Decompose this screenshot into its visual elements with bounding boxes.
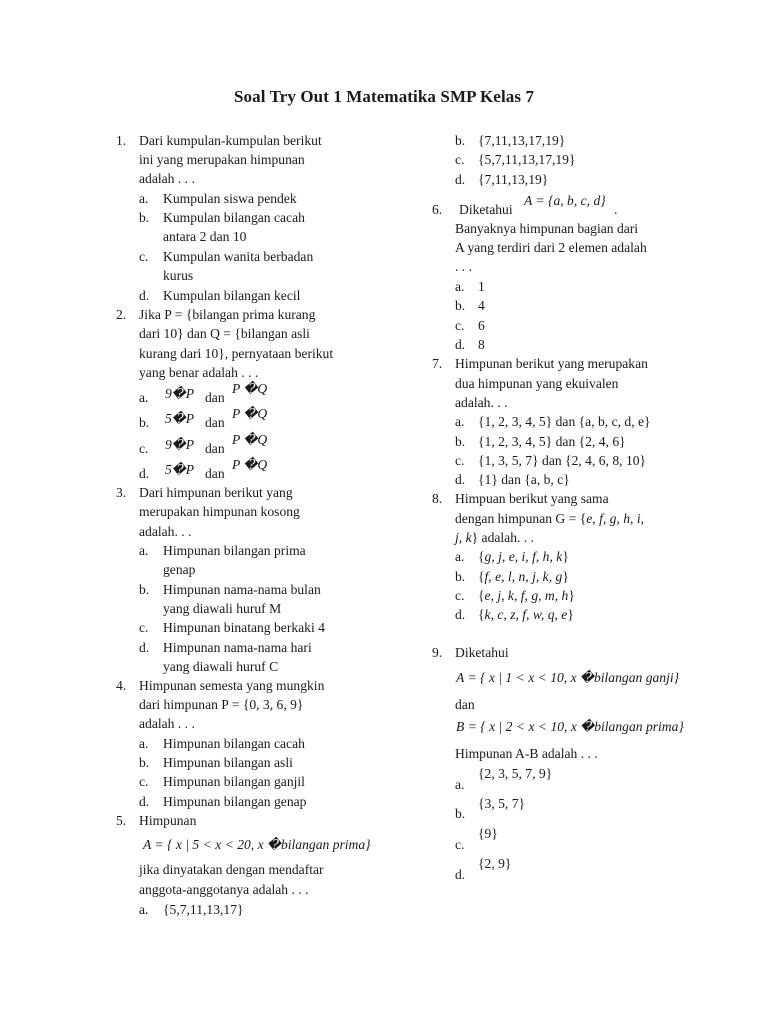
option-text bbox=[478, 569, 569, 585]
option-text: Himpunan binatang berkaki 4 bbox=[163, 620, 325, 635]
option-label: d. bbox=[139, 466, 150, 481]
question-text: adalah . . . bbox=[139, 716, 195, 731]
question-text: Himpunan berikut yang merupakan bbox=[455, 356, 648, 371]
option-text: dan bbox=[205, 441, 225, 456]
option-text: {1, 3, 5, 7} dan {2, 4, 6, 8, 10} bbox=[478, 453, 647, 468]
brace: { bbox=[478, 549, 485, 564]
option-label: a. bbox=[455, 414, 465, 429]
option-label: c. bbox=[139, 774, 149, 789]
option-text: Himpunan nama-nama bulan bbox=[163, 582, 321, 597]
option-text bbox=[478, 588, 575, 604]
option-label: a. bbox=[139, 902, 149, 917]
question-text: Diketahui bbox=[459, 202, 513, 217]
option-text: Himpunan bilangan genap bbox=[163, 794, 307, 809]
question-text bbox=[455, 530, 534, 546]
question-text: . bbox=[614, 202, 618, 217]
option-label: b. bbox=[139, 415, 150, 430]
page-title: Soal Try Out 1 Matematika SMP Kelas 7 bbox=[233, 87, 535, 106]
option-formula: P �Q bbox=[232, 432, 268, 447]
question-text: yang benar adalah . . . bbox=[139, 365, 259, 380]
option-formula: 9�P bbox=[165, 386, 195, 401]
option-label: b. bbox=[139, 210, 150, 225]
option-formula: P �Q bbox=[232, 406, 268, 421]
question-text: Banyaknya himpunan bagian dari bbox=[455, 221, 639, 236]
question-number: 2. bbox=[116, 307, 127, 322]
option-label: a. bbox=[139, 736, 149, 751]
set-formula: A = { x | 1 < x < 10, x �bilangan ganji} bbox=[456, 670, 680, 685]
option-text: {9} bbox=[478, 826, 498, 841]
option-text: Himpunan nama-nama hari bbox=[163, 640, 312, 655]
question-number: 5. bbox=[116, 813, 127, 828]
option-formula: P �Q bbox=[232, 457, 268, 472]
option-text: kurus bbox=[163, 268, 194, 283]
brace: { bbox=[478, 588, 485, 603]
question-text-part: } adalah. . . bbox=[471, 530, 534, 545]
option-label: d. bbox=[455, 337, 466, 352]
option-text: Himpunan bilangan cacah bbox=[163, 736, 305, 751]
option-text: yang diawali huruf M bbox=[163, 601, 282, 616]
option-text: Himpunan bilangan asli bbox=[163, 755, 293, 770]
brace: } bbox=[567, 607, 574, 622]
option-text bbox=[478, 549, 569, 565]
question-text: dua himpunan yang ekuivalen bbox=[455, 376, 619, 391]
option-label: a. bbox=[455, 279, 465, 294]
option-text: yang diawali huruf C bbox=[163, 659, 279, 674]
option-formula: 5�P bbox=[165, 462, 195, 477]
set-elements: k, c, z, f, w, q, e bbox=[484, 607, 568, 622]
option-text: Kumpulan bilangan kecil bbox=[163, 288, 301, 303]
option-text: {5,7,11,13,17} bbox=[163, 902, 244, 917]
option-label: c. bbox=[455, 318, 465, 333]
option-text: Kumpulan wanita berbadan bbox=[163, 249, 314, 264]
question-text: Dari kumpulan-kumpulan berikut bbox=[139, 133, 322, 148]
option-label: b. bbox=[455, 569, 466, 584]
brace: } bbox=[562, 569, 569, 584]
question-number: 9. bbox=[432, 645, 443, 660]
option-text: {3, 5, 7} bbox=[478, 796, 526, 811]
question-text: jika dinyatakan dengan mendaftar bbox=[139, 862, 324, 877]
set-formula: A = { x | 5 < x < 20, x �bilangan prima} bbox=[143, 837, 371, 852]
question-number: 4. bbox=[116, 678, 127, 693]
option-text: Kumpulan siswa pendek bbox=[163, 191, 297, 206]
option-text: dan bbox=[205, 466, 225, 481]
option-label: a. bbox=[139, 191, 149, 206]
option-text: dan bbox=[205, 390, 225, 405]
question-text: Diketahui bbox=[455, 645, 509, 660]
question-text: Himpunan bbox=[139, 813, 197, 828]
option-label: d. bbox=[455, 172, 466, 187]
question-number: 3. bbox=[116, 485, 127, 500]
option-text: 6 bbox=[478, 318, 485, 333]
question-number: 1. bbox=[116, 133, 127, 148]
question-text bbox=[455, 511, 644, 527]
option-label: b. bbox=[455, 298, 466, 313]
set-elements: j, k bbox=[455, 530, 472, 545]
option-label: b. bbox=[455, 133, 466, 148]
option-text: {1, 2, 3, 4, 5} dan {a, b, c, d, e} bbox=[478, 414, 651, 429]
option-text: Kumpulan bilangan cacah bbox=[163, 210, 305, 225]
question-number: 8. bbox=[432, 491, 443, 506]
brace: } bbox=[568, 588, 575, 603]
option-text: antara 2 dan 10 bbox=[163, 229, 247, 244]
option-text: {1, 2, 3, 4, 5} dan {2, 4, 6} bbox=[478, 434, 626, 449]
option-formula: P �Q bbox=[232, 381, 268, 396]
option-label: c. bbox=[455, 837, 465, 852]
option-label: c. bbox=[455, 453, 465, 468]
option-formula: 5�P bbox=[165, 411, 195, 426]
option-text: genap bbox=[163, 562, 196, 577]
option-label: a. bbox=[139, 543, 149, 558]
question-text-part: dengan himpunan G = { bbox=[455, 511, 587, 526]
question-text: . . . bbox=[455, 259, 472, 274]
brace: } bbox=[562, 549, 569, 564]
option-text: {5,7,11,13,17,19} bbox=[478, 152, 576, 167]
option-text: {7,11,13,17,19} bbox=[478, 133, 566, 148]
question-text: Jika P = {bilangan prima kurang bbox=[139, 307, 316, 322]
option-label: b. bbox=[455, 434, 466, 449]
option-text: {1} dan {a, b, c} bbox=[478, 472, 570, 487]
question-text: adalah. . . bbox=[455, 395, 508, 410]
option-label: c. bbox=[455, 588, 465, 603]
option-label: d. bbox=[455, 472, 466, 487]
option-label: d. bbox=[455, 867, 466, 882]
option-label: a. bbox=[455, 777, 465, 792]
set-elements: f, e, l, n, j, k, g bbox=[484, 569, 563, 584]
question-text: Dari himpunan berikut yang bbox=[139, 485, 293, 500]
brace: { bbox=[478, 607, 485, 622]
question-text: Himpunan semesta yang mungkin bbox=[139, 678, 325, 693]
question-text: anggota-anggotanya adalah . . . bbox=[139, 882, 309, 897]
option-text: dan bbox=[205, 415, 225, 430]
option-text: 1 bbox=[478, 279, 485, 294]
question-text: Himpunan A-B adalah . . . bbox=[455, 746, 598, 761]
question-text: Himpuan berikut yang sama bbox=[455, 491, 609, 506]
question-text: dari 10} dan Q = {bilangan asli bbox=[139, 326, 310, 341]
question-text: kurang dari 10}, pernyataan berikut bbox=[139, 346, 334, 361]
question-text: dari himpunan P = {0, 3, 6, 9} bbox=[139, 697, 304, 712]
question-text: A yang terdiri dari 2 elemen adalah bbox=[455, 240, 647, 255]
option-label: b. bbox=[455, 806, 466, 821]
set-formula: A = {a, b, c, d} bbox=[524, 193, 606, 208]
question-text: dan bbox=[455, 697, 475, 712]
option-formula: 9�P bbox=[165, 437, 195, 452]
question-text: ini yang merupakan himpunan bbox=[139, 152, 305, 167]
set-elements: e, f, g, h, i, bbox=[586, 511, 645, 526]
question-text: merupakan himpunan kosong bbox=[139, 504, 300, 519]
option-text: {2, 3, 5, 7, 9} bbox=[478, 766, 553, 781]
option-label: c. bbox=[455, 152, 465, 167]
option-label: b. bbox=[139, 582, 150, 597]
question-text: adalah . . . bbox=[139, 171, 195, 186]
option-text bbox=[478, 607, 574, 623]
option-text: 8 bbox=[478, 337, 485, 352]
option-label: a. bbox=[455, 549, 465, 564]
set-elements: e, j, k, f, g, m, h bbox=[484, 588, 569, 603]
option-label: c. bbox=[139, 620, 149, 635]
brace: { bbox=[478, 569, 485, 584]
question-number: 6. bbox=[432, 202, 443, 217]
option-label: b. bbox=[139, 755, 150, 770]
option-label: d. bbox=[139, 288, 150, 303]
option-text: Himpunan bilangan ganjil bbox=[163, 774, 305, 789]
question-text: adalah. . . bbox=[139, 524, 192, 539]
option-label: c. bbox=[139, 249, 149, 264]
question-number: 7. bbox=[432, 356, 443, 371]
option-text: {7,11,13,19} bbox=[478, 172, 549, 187]
option-label: d. bbox=[455, 607, 466, 622]
set-elements: g, j, e, i, f, h, k bbox=[484, 549, 563, 564]
option-label: c. bbox=[139, 441, 149, 456]
option-text: {2, 9} bbox=[478, 856, 512, 871]
option-label: d. bbox=[139, 794, 150, 809]
option-label: a. bbox=[139, 390, 149, 405]
option-text: Himpunan bilangan prima bbox=[163, 543, 306, 558]
option-label: d. bbox=[139, 640, 150, 655]
option-text: 4 bbox=[478, 298, 485, 313]
set-formula: B = { x | 2 < x < 10, x �bilangan prima} bbox=[456, 719, 684, 734]
